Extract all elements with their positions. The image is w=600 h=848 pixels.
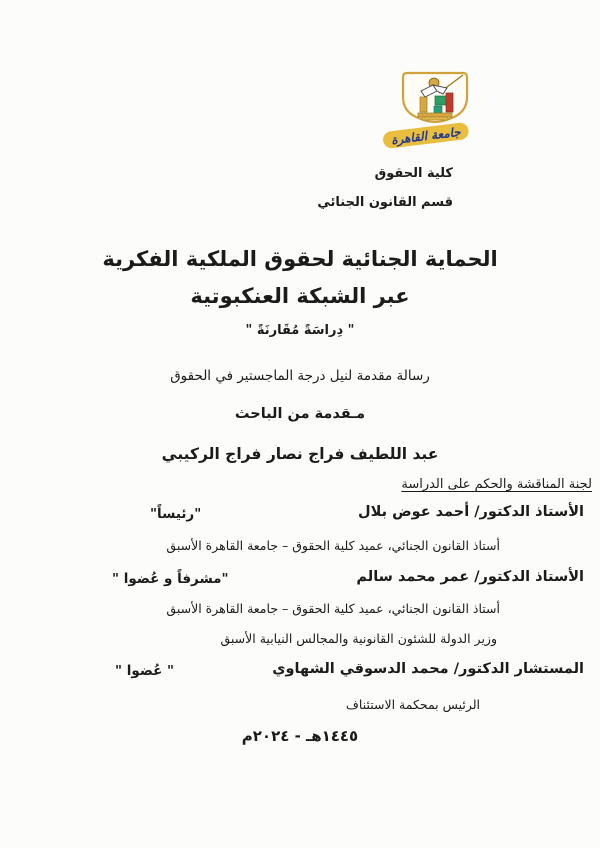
committee-member-role: " عُضوا " [115, 663, 175, 679]
thesis-title-line1: الحماية الجنائية لحقوق الملكية الفكرية [102, 247, 498, 271]
university-logo [378, 70, 474, 154]
committee-member-description: وزير الدولة للشئون القانونية والمجالس النيابية الأسبق [220, 631, 497, 646]
committee-member-role: "مشرفاً و عُضوا " [112, 571, 229, 587]
committee-member-name: الأستاذ الدكتور/ أحمد عوض بلال [358, 504, 584, 520]
committee-member-name: المستشار الدكتور/ محمد الدسوقي الشهاوي [272, 661, 584, 677]
thesis-title-line2: عبر الشبكة العنكبوتية [190, 284, 410, 308]
university-name-banner [382, 122, 469, 149]
hijri-gregorian-date: ١٤٤٥هـ - ٢٠٢٤م [241, 727, 359, 745]
committee-member-description: أستاذ القانون الجنائي، عميد كلية الحقوق – جامعة القاهرة الأسبق [166, 601, 500, 616]
presented-by-label: مـقدمة من الباحث [234, 406, 366, 422]
university-logo-graphic [378, 70, 474, 154]
thesis-statement: رسالة مقدمة لنيل درجة الماجستير في الحقوق [170, 368, 430, 384]
committee-heading: لجنة المناقشة والحكم على الدراسة [401, 477, 592, 492]
thesis-subtitle: " دِراسَةً مُقَارنَةً " [245, 323, 355, 338]
committee-member-description: أستاذ القانون الجنائي، عميد كلية الحقوق – جامعة القاهرة الأسبق [166, 538, 500, 553]
faculty-name: كلية الحقوق [374, 166, 453, 181]
committee-member-description: الرئيس بمحكمة الاستئناف [345, 697, 480, 712]
researcher-name: عبد اللطيف فراج نصار فراج الركيبي [161, 445, 439, 463]
committee-member-role: "رئيساً" [150, 506, 202, 522]
department-name: قسم القانون الجنائي [317, 195, 453, 210]
university-name-text: جامعة القاهرة [390, 124, 462, 148]
committee-member-name: الأستاذ الدكتور/ عمر محمد سالم [356, 569, 584, 585]
